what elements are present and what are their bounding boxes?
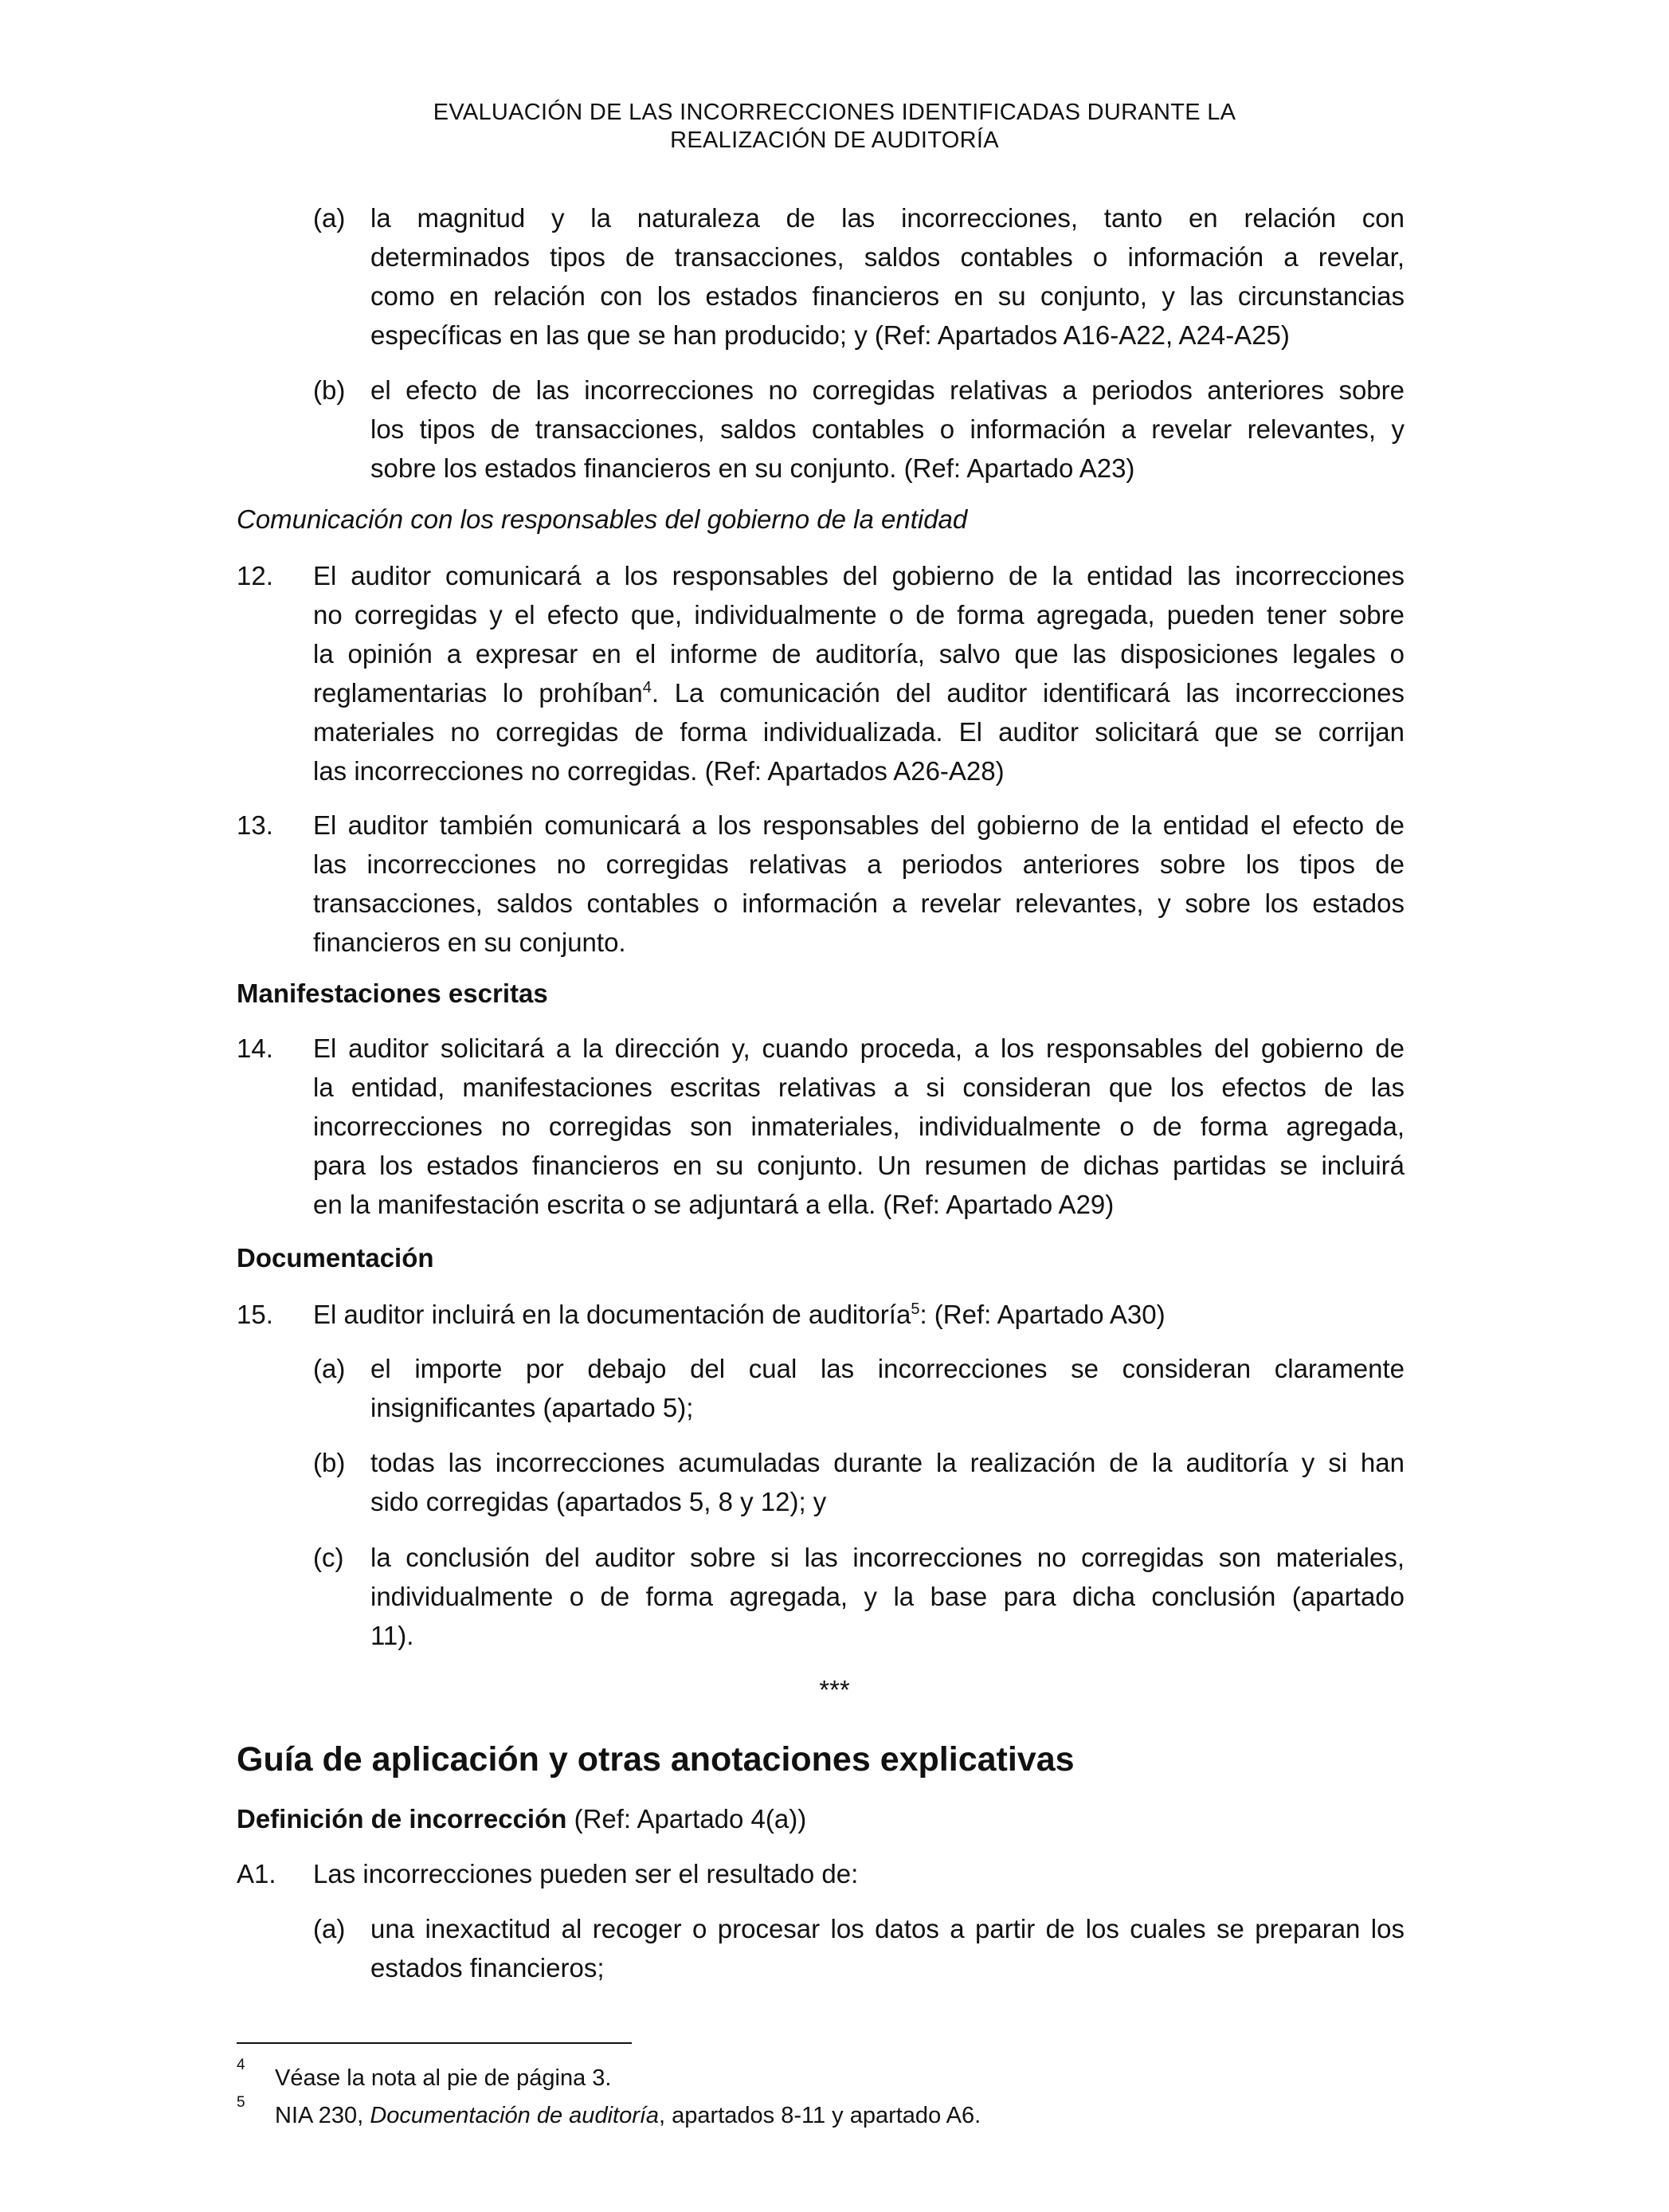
text-line: financieros en su conjunto. bbox=[313, 928, 626, 957]
text-line: las incorrecciones no corregidas. (Ref: Apartados A26-A28) bbox=[313, 756, 1005, 786]
text-line: determinados tipos de transacciones, saldos contables o información a revelar, bbox=[370, 242, 1405, 272]
section-separator: *** bbox=[819, 1675, 850, 1704]
text-segment: : (Ref: Apartado A30) bbox=[919, 1300, 1166, 1329]
text-line: El auditor solicitará a la dirección y, cuando proceda, a los responsables del gobierno de bbox=[313, 1033, 1405, 1063]
footnote-text: Véase la nota al pie de página 3. bbox=[275, 2065, 612, 2091]
text-line: el importe por debajo del cual las incorrecciones se consideran claramente bbox=[370, 1354, 1405, 1383]
item-label: (c) bbox=[313, 1543, 344, 1572]
text-line-with-footnote bbox=[313, 674, 1405, 712]
subheading-documentacion: Documentación bbox=[237, 1243, 434, 1273]
text-line: en la manifestación escrita o se adjuntará a ella. (Ref: Apartado A29) bbox=[313, 1190, 1115, 1219]
subheading-definicion bbox=[237, 1800, 806, 1838]
text-line: una inexactitud al recoger o procesar los datos a partir de los cuales se preparan los bbox=[370, 1914, 1405, 1943]
text-line: estados financieros; bbox=[370, 1953, 605, 1983]
paragraph-number: 15. bbox=[237, 1300, 273, 1329]
running-header-line-2: REALIZACIÓN DE AUDITORÍA bbox=[670, 127, 999, 153]
text-line: los tipos de transacciones, saldos contables o información a revelar relevantes, y bbox=[370, 414, 1405, 444]
subheading-ref: (Ref: Apartado 4(a)) bbox=[566, 1804, 807, 1834]
paragraph-number: A1. bbox=[237, 1859, 276, 1888]
section-title: Guía de aplicación y otras anotaciones explicativas bbox=[237, 1740, 1075, 1779]
text-line: sobre los estados financieros en su conjunto. (Ref: Apartado A23) bbox=[370, 453, 1135, 483]
text-line: no corregidas y el efecto que, individualmente o de forma agregada, pueden tener sobre bbox=[313, 600, 1405, 629]
text-line: la opinión a expresar en el informe de auditoría, salvo que las disposiciones legales o bbox=[313, 639, 1405, 669]
footnote-reference: 4 bbox=[642, 679, 652, 696]
item-label: (a) bbox=[313, 203, 346, 233]
footnote-reference: 5 bbox=[911, 1300, 920, 1318]
paragraph-number: 14. bbox=[237, 1033, 273, 1063]
paragraph-number: 12. bbox=[237, 561, 273, 590]
footnote-number: 5 bbox=[237, 2094, 245, 2111]
text-line: El auditor también comunicará a los responsables del gobierno de la entidad el efecto de bbox=[313, 810, 1405, 840]
text-segment: , apartados 8-11 y apartado A6. bbox=[659, 2103, 981, 2128]
item-label: (a) bbox=[313, 1914, 346, 1943]
text-segment: . La comunicación del auditor identificará las incorrecciones bbox=[651, 678, 1405, 708]
subheading-comunicacion: Comunicación con los responsables del gobierno de la entidad bbox=[237, 504, 968, 534]
text-line: para los estados financieros en su conjunto. Un resumen de dichas partidas se incluirá bbox=[313, 1151, 1405, 1180]
text-line: Las incorrecciones pueden ser el resultado de: bbox=[313, 1859, 859, 1888]
text-segment: reglamentarias lo prohíban bbox=[313, 678, 643, 708]
footnote-text bbox=[275, 2100, 981, 2132]
paragraph-number: 13. bbox=[237, 810, 273, 840]
text-line: la magnitud y la naturaleza de las incorrecciones, tanto en relación con bbox=[370, 203, 1405, 233]
text-line: la entidad, manifestaciones escritas relativas a si consideran que los efectos de las bbox=[313, 1073, 1405, 1102]
text-line-with-footnote bbox=[313, 1296, 1166, 1334]
item-label: (b) bbox=[313, 375, 346, 405]
item-label: (a) bbox=[313, 1354, 346, 1383]
footnote-number: 4 bbox=[237, 2057, 245, 2073]
text-line: todas las incorrecciones acumuladas durante la realización de la auditoría y si han bbox=[370, 1448, 1405, 1477]
text-segment: El auditor incluirá en la documentación de auditoría bbox=[313, 1300, 911, 1329]
text-line: materiales no corregidas de forma individualizada. El auditor solicitará que se corrijan bbox=[313, 717, 1405, 747]
text-line: 11). bbox=[370, 1621, 414, 1650]
running-header-line-1: EVALUACIÓN DE LAS INCORRECCIONES IDENTIFICADAS DURANTE LA bbox=[433, 100, 1236, 125]
text-line: las incorrecciones no corregidas relativas a periodos anteriores sobre los tipos de bbox=[313, 849, 1405, 879]
text-line: transacciones, saldos contables o información a revelar relevantes, y sobre los estados bbox=[313, 888, 1405, 918]
text-line: la conclusión del auditor sobre si las incorrecciones no corregidas son materiales, bbox=[370, 1543, 1405, 1572]
footnote-italic-title: Documentación de auditoría bbox=[370, 2103, 660, 2128]
subheading-manifestaciones: Manifestaciones escritas bbox=[237, 979, 548, 1008]
text-line: insignificantes (apartado 5); bbox=[370, 1393, 694, 1422]
text-line: El auditor comunicará a los responsables del gobierno de la entidad las incorrecciones bbox=[313, 561, 1405, 590]
text-line: como en relación con los estados financieros en su conjunto, y las circunstancias bbox=[370, 281, 1405, 311]
text-line: específicas en las que se han producido; y (Ref: Apartados A16-A22, A24-A25) bbox=[370, 320, 1290, 350]
text-line: sido corregidas (apartados 5, 8 y 12); y bbox=[370, 1487, 827, 1516]
footnote-separator-rule bbox=[237, 2042, 632, 2044]
text-line: el efecto de las incorrecciones no corregidas relativas a periodos anteriores sobre bbox=[370, 375, 1405, 405]
text-line: incorrecciones no corregidas son inmateriales, individualmente o de forma agregada, bbox=[313, 1112, 1405, 1141]
text-line: individualmente o de forma agregada, y la base para dicha conclusión (apartado bbox=[370, 1582, 1405, 1611]
item-label: (b) bbox=[313, 1448, 346, 1477]
subheading-bold-text: Definición de incorrección bbox=[237, 1804, 567, 1834]
text-segment: NIA 230, bbox=[275, 2103, 370, 2128]
